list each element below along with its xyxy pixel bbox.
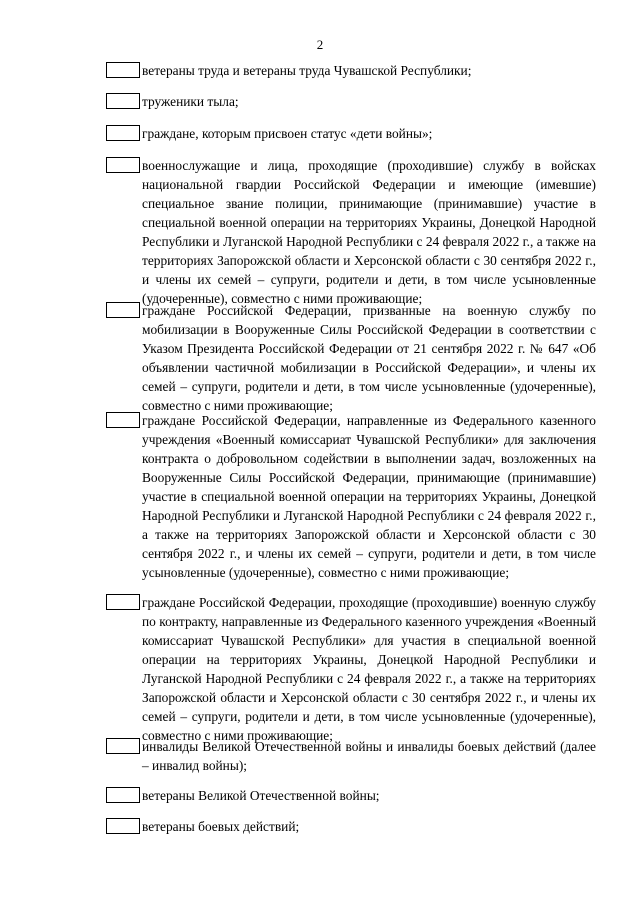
list-item (106, 61, 596, 80)
checkbox[interactable] (106, 738, 140, 754)
checkbox[interactable] (106, 93, 140, 109)
list-item-text: военнослужащие и лица, проходящие (проходившие) службу в войсках национальной гвардии Российской Федерации и имеющие (имевшие) специальное звание полиции, принимающие (принимавшие) участие в специальной военной операции на территориях Украины, Донецкой Народной Республики и Луганской Народной Республики с 24 февраля 2022 г., а также на территориях Запорожской области и Херсонской области с 30 сентября 2022 г., и члены их семей – супруги, родители и дети, в том числе усыновленные (удочеренные), совместно с ними проживающие; (142, 158, 596, 306)
list-item (106, 737, 596, 775)
list-item (106, 817, 596, 836)
checkbox[interactable] (106, 62, 140, 78)
page-number: 2 (316, 37, 324, 52)
list-item-text: граждане Российской Федерации, проходящие (проходившие) военную службу по контракту, направленные из Федерального казенного учреждения «Военный комиссариат Чувашской Республики» для участия в специальной военной операции на территориях Украины, Донецкой Народной Республики и Луганской Народной Республики с 24 февраля 2022 г., а также на территориях Запорожской области и Херсонской области с 30 сентября 2022 г., и члены их семей – супруги, родители и дети, в том числе усыновленные (удочеренные), совместно с ними проживающие; (142, 595, 596, 743)
list-item-text: инвалиды Великой Отечественной войны и инвалиды боевых действий (далее – инвалид войны); (142, 739, 596, 773)
list-item-text: граждане Российской Федерации, призванные на военную службу по мобилизации в Вооруженные Силы Российской Федерации в соответствии с Указом Президента Российской Федерации от 21 сентября 2022 г. № 647 «Об объявлении частичной мобилизации в Российской Федерации», и члены их семей – супруги, родители и дети, в том числе усыновленные (удочеренные), совместно с ними проживающие; (142, 303, 596, 413)
list-item (106, 92, 596, 111)
list-item-text: труженики тыла; (142, 94, 239, 109)
checkbox[interactable] (106, 412, 140, 428)
list-item-text: граждане, которым присвоен статус «дети войны»; (142, 126, 433, 141)
list-item-text: ветераны Великой Отечественной войны; (142, 788, 380, 803)
list-item-text: граждане Российской Федерации, направленные из Федерального казенного учреждения «Военный комиссариат Чувашской Республики» для заключения контракта о добровольном содействии в выполнении задач, возложенных на Вооруженные Силы Российской Федерации, принимающие (принимавшие) участие в специальной военной операции на территориях Украины, Донецкой Народной Республики и Луганской Народной Республики с 24 февраля 2022 г., а также на территориях Запорожской области и Херсонской области с 30 сентября 2022 г., и члены их семей – супруги, родители и дети, в том числе усыновленные (удочеренные), совместно с ними проживающие; (142, 413, 596, 580)
list-item (106, 156, 596, 308)
list-item (106, 124, 596, 143)
list-item-text: ветераны труда и ветераны труда Чувашской Республики; (142, 63, 472, 78)
list-item-text: ветераны боевых действий; (142, 819, 300, 834)
checkbox[interactable] (106, 157, 140, 173)
list-item (106, 786, 596, 805)
checkbox[interactable] (106, 302, 140, 318)
list-item (106, 593, 596, 745)
checkbox[interactable] (106, 787, 140, 803)
checkbox[interactable] (106, 125, 140, 141)
list-item (106, 411, 596, 582)
checkbox[interactable] (106, 594, 140, 610)
checkbox[interactable] (106, 818, 140, 834)
list-item (106, 301, 596, 415)
